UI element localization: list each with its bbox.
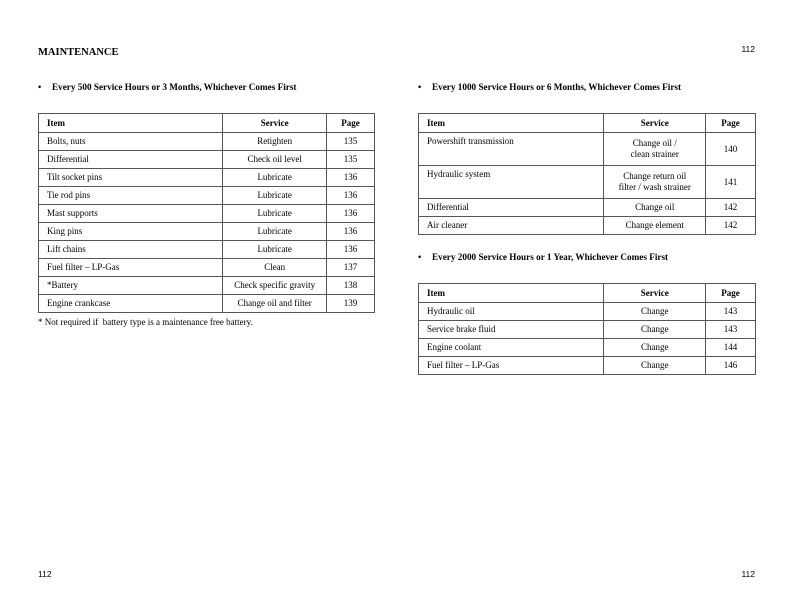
table-row <box>39 295 375 313</box>
battery-footnote: * Not required if battery type is a maintenance free battery. <box>38 317 253 327</box>
schedule-2000-table <box>418 283 756 375</box>
row-page: 136 <box>327 223 375 241</box>
row-item: Lift chains <box>39 241 223 259</box>
table-row <box>39 205 375 223</box>
row-page: 136 <box>327 169 375 187</box>
schedule-500-heading <box>38 82 296 92</box>
table-row <box>39 223 375 241</box>
row-item: Bolts, nuts <box>39 133 223 151</box>
row-page: 142 <box>706 217 756 235</box>
table-row <box>419 217 756 235</box>
schedule-1000-heading <box>418 82 681 92</box>
row-service: Change oil and filter <box>223 295 327 313</box>
row-service-line: clean strainer <box>630 149 679 159</box>
table-row <box>419 339 756 357</box>
column-header-item: Item <box>419 284 604 303</box>
table-row <box>39 187 375 205</box>
table-row <box>39 151 375 169</box>
row-page: 143 <box>706 321 756 339</box>
table-row <box>419 321 756 339</box>
row-item: Tie rod pins <box>39 187 223 205</box>
row-service: Change <box>604 303 706 321</box>
table-header-row <box>419 284 756 303</box>
column-header-page: Page <box>706 114 756 133</box>
row-service: Check oil level <box>223 151 327 169</box>
table-row <box>39 241 375 259</box>
column-header-service: Service <box>604 284 706 303</box>
row-item: Engine crankcase <box>39 295 223 313</box>
row-service: Change <box>604 357 706 375</box>
row-page: 142 <box>706 199 756 217</box>
row-service-line: Change return oil <box>623 171 687 181</box>
page-number-bottom-right: 112 <box>741 569 755 579</box>
page-title: MAINTENANCE <box>38 47 119 58</box>
schedule-2000-heading-text: Every 2000 Service Hours or 1 Year, Whichever Comes First <box>432 252 669 262</box>
row-service: Lubricate <box>223 223 327 241</box>
row-item: Hydraulic oil <box>419 303 604 321</box>
row-item: Fuel filter – LP-Gas <box>419 357 604 375</box>
row-item: Mast supports <box>39 205 223 223</box>
row-item: Hydraulic system <box>419 166 604 199</box>
row-service-line: filter / wash strainer <box>618 182 691 192</box>
row-page: 143 <box>706 303 756 321</box>
row-service-line: Change oil / <box>632 138 677 148</box>
row-page: 141 <box>706 166 756 199</box>
schedule-2000-heading <box>418 252 668 262</box>
row-page: 144 <box>706 339 756 357</box>
bullet-icon: • <box>418 82 422 92</box>
row-item: *Battery <box>39 277 223 295</box>
row-item: Differential <box>39 151 223 169</box>
table-row <box>419 357 756 375</box>
table-row <box>39 277 375 295</box>
row-service: Retighten <box>223 133 327 151</box>
column-header-service: Service <box>604 114 706 133</box>
row-page: 136 <box>327 187 375 205</box>
row-item: Engine coolant <box>419 339 604 357</box>
row-item: Air cleaner <box>419 217 604 235</box>
row-service <box>604 166 706 199</box>
bullet-icon: • <box>38 82 42 92</box>
table-row <box>39 133 375 151</box>
schedule-500-table <box>38 113 375 313</box>
row-service: Change element <box>604 217 706 235</box>
row-page: 135 <box>327 133 375 151</box>
table-row <box>419 303 756 321</box>
row-page: 136 <box>327 241 375 259</box>
row-service: Change <box>604 321 706 339</box>
schedule-1000-table <box>418 113 756 235</box>
column-header-item: Item <box>39 114 223 133</box>
table-row <box>39 259 375 277</box>
row-item: Tilt socket pins <box>39 169 223 187</box>
row-page: 146 <box>706 357 756 375</box>
row-service: Lubricate <box>223 187 327 205</box>
column-header-item: Item <box>419 114 604 133</box>
row-page: 140 <box>706 133 756 166</box>
row-page: 138 <box>327 277 375 295</box>
row-item: Powershift transmission <box>419 133 604 166</box>
row-service: Change oil <box>604 199 706 217</box>
column-header-service: Service <box>223 114 327 133</box>
row-item: Service brake fluid <box>419 321 604 339</box>
row-page: 136 <box>327 205 375 223</box>
page-number-top: 112 <box>741 44 755 54</box>
table-header-row <box>419 114 756 133</box>
column-header-page: Page <box>327 114 375 133</box>
table-row <box>419 133 756 166</box>
row-item: Fuel filter – LP-Gas <box>39 259 223 277</box>
table-row <box>419 199 756 217</box>
bullet-icon: • <box>418 252 422 262</box>
row-page: 139 <box>327 295 375 313</box>
row-page: 137 <box>327 259 375 277</box>
schedule-1000-heading-text: Every 1000 Service Hours or 6 Months, Whichever Comes First <box>432 82 682 92</box>
page-number-bottom-left: 112 <box>38 569 52 579</box>
row-service: Lubricate <box>223 241 327 259</box>
row-service: Lubricate <box>223 205 327 223</box>
row-service: Check specific gravity <box>223 277 327 295</box>
row-item: King pins <box>39 223 223 241</box>
row-service: Change <box>604 339 706 357</box>
row-service <box>604 133 706 166</box>
row-page: 135 <box>327 151 375 169</box>
row-item: Differential <box>419 199 604 217</box>
table-row <box>419 166 756 199</box>
column-header-page: Page <box>706 284 756 303</box>
table-header-row <box>39 114 375 133</box>
row-service: Lubricate <box>223 169 327 187</box>
row-service: Clean <box>223 259 327 277</box>
schedule-500-heading-text: Every 500 Service Hours or 3 Months, Whichever Comes First <box>52 82 297 92</box>
table-row <box>39 169 375 187</box>
